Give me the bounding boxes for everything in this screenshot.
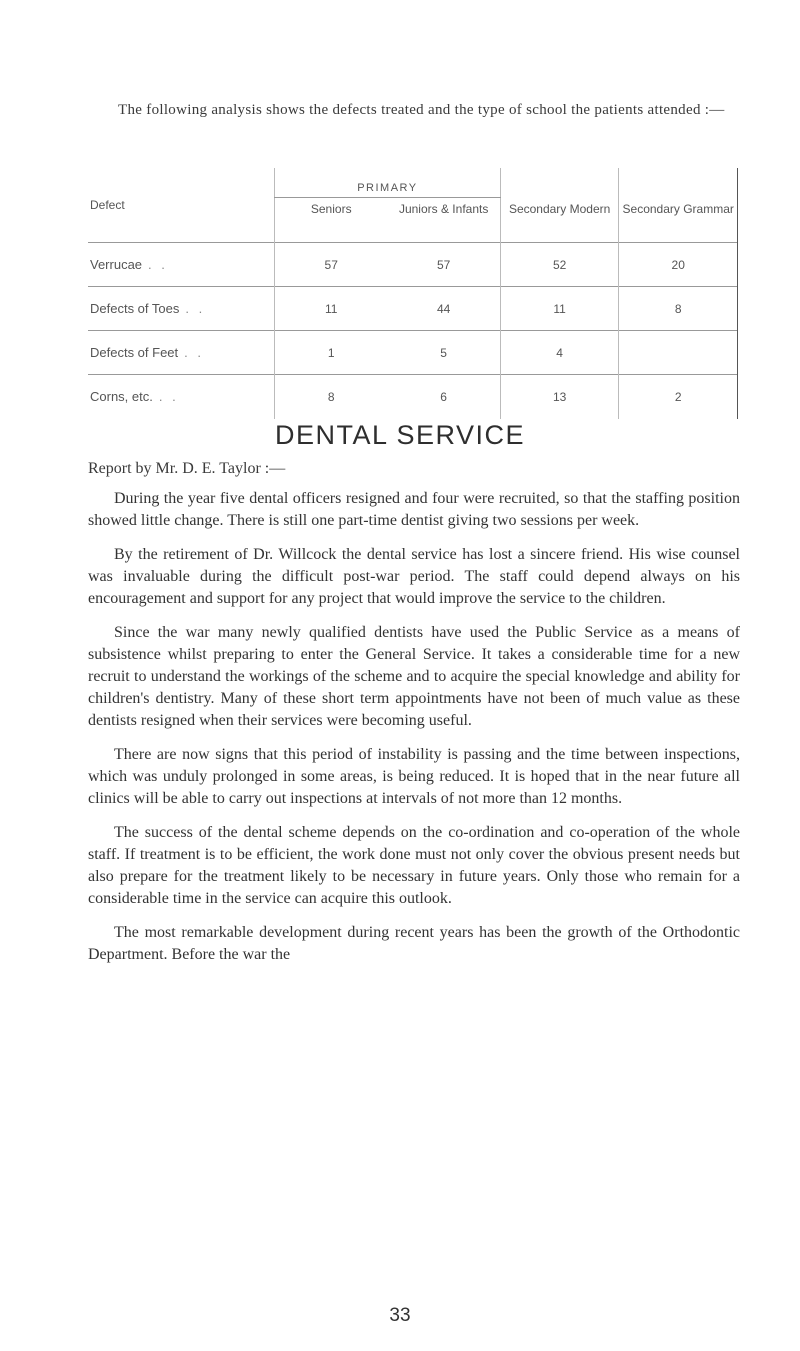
cell-juniors: 57 — [387, 243, 500, 287]
header-juniors-infants: Juniors & Infants — [398, 202, 489, 216]
leader-dots: . . — [184, 345, 204, 360]
leader-dots: . . — [148, 257, 168, 272]
row-label — [88, 331, 275, 375]
body-paragraph: Since the war many newly qualified dentists have used the Public Service as a means of subsistence whilst preparing to enter the General Service. It takes a considerable time for a new recruit to understand the workings of the scheme and to acquire the special knowledge and ability for children's dentistry. Many of these short term appointments have not been of much value as these dentists resigned when their services were becoming useful. — [88, 624, 740, 729]
intro-paragraph: The following analysis shows the defects treated and the type of school the patients attended :— — [118, 102, 725, 118]
body-paragraph: There are now signs that this period of instability is passing and the time between inspections, which was unduly prolonged in some areas, is being reduced. It is hoped that in the near future all clinics will be able to carry out inspections at intervals of not more than 12 months. — [88, 746, 740, 807]
body-paragraph: During the year five dental officers resigned and four were recruited, so that the staffing position showed little change. There is still one part-time dentist giving two sessions per week. — [88, 490, 740, 529]
body-paragraph: By the retirement of Dr. Willcock the dental service has lost a sincere friend. His wise counsel was invaluable during the difficult post-war period. The staff could depend always on his encouragement and support for any project that would improve the service to the children. — [88, 546, 740, 607]
intro-text — [88, 100, 738, 121]
table-row — [88, 243, 738, 287]
row-label — [88, 287, 275, 331]
page-number: 33 — [389, 1305, 411, 1326]
cell-modern: 11 — [500, 287, 619, 331]
cell-juniors: 5 — [387, 331, 500, 375]
table-row — [88, 287, 738, 331]
cell-grammar — [619, 331, 738, 375]
header-secondary-modern: Secondary Modern — [500, 168, 619, 243]
leader-dots: . . — [158, 389, 179, 405]
cell-modern: 52 — [500, 243, 619, 287]
header-seniors: Seniors — [275, 198, 388, 243]
row-label-text: Defects of Toes — [90, 301, 180, 316]
section-title: DENTAL SERVICE — [274, 420, 526, 450]
row-label — [88, 243, 275, 287]
cell-seniors: 1 — [275, 331, 388, 375]
leader-dots: . . — [185, 301, 206, 316]
report-byline: Report by Mr. D. E. Taylor :— — [88, 460, 286, 477]
cell-modern: 4 — [500, 331, 619, 375]
body-paragraph: The most remarkable development during recent years has been the growth of the Orthodontic Department. Before the war the — [88, 924, 740, 963]
header-primary: PRIMARY — [275, 168, 501, 198]
report-body — [88, 488, 740, 978]
table-row — [88, 331, 738, 375]
header-defect: Defect — [90, 198, 125, 212]
header-secondary-grammar: Secondary Grammar — [619, 168, 738, 243]
table-row — [88, 375, 738, 419]
cell-seniors: 57 — [275, 243, 388, 287]
cell-grammar: 20 — [619, 243, 738, 287]
row-label-text: Verrucae — [90, 257, 143, 272]
cell-modern: 13 — [500, 375, 619, 419]
cell-grammar: 2 — [619, 375, 738, 419]
cell-seniors: 11 — [275, 287, 388, 331]
cell-juniors: 44 — [387, 287, 500, 331]
cell-juniors: 6 — [387, 375, 500, 419]
row-label — [88, 375, 275, 419]
row-label-text: Corns, etc. — [90, 389, 153, 405]
cell-grammar: 8 — [619, 287, 738, 331]
body-paragraph: The success of the dental scheme depends on the co-ordination and co-operation of the whole staff. If treatment is to be efficient, the work done must not only cover the obvious present needs but also prepare for the treatment likely to be necessary in future years. Only those who remain for a considerable time in the service can acquire this outlook. — [88, 824, 740, 907]
defects-table — [88, 168, 738, 419]
cell-seniors: 8 — [275, 375, 388, 419]
row-label-text: Defects of Feet — [90, 345, 179, 360]
